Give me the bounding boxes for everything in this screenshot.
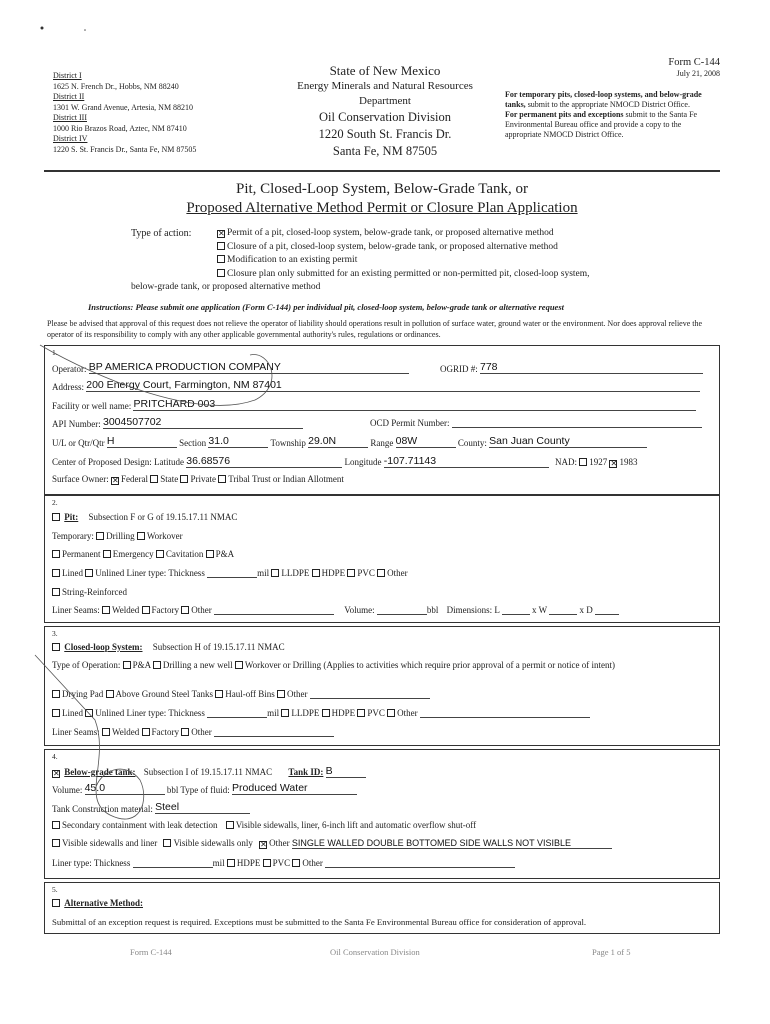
unlined-label: Unlined (95, 568, 125, 578)
lined-label: Lined (62, 568, 83, 578)
permanent-label: Permanent (62, 549, 101, 559)
other-label: Other (302, 858, 323, 868)
other-label: Other (191, 727, 212, 737)
section-4-number: 4. (52, 752, 58, 761)
dim-w-label: x W (532, 605, 547, 615)
liner-type-label: Liner type: Thickness (52, 858, 131, 868)
submit-note-1-bold: For temporary pits, closed-loop systems, and below-grade tanks, (505, 90, 702, 109)
agency-line-4: Oil Conservation Division (319, 110, 451, 124)
longitude-label: Longitude (344, 457, 382, 467)
api-field[interactable]: 3004507702 (103, 416, 303, 429)
township-label: Township (270, 438, 306, 448)
other-value-field[interactable]: SINGLE WALLED DOUBLE BOTTOMED SIDE WALLS NOT VISIBLE (292, 838, 612, 849)
below-grade-subsection: Subsection I of 19.15.17.11 NMAC (143, 767, 273, 777)
liner-type-label: Liner type: Thickness (126, 568, 205, 578)
agency-line-6: Santa Fe, NM 87505 (332, 144, 438, 158)
surface-federal-label: Federal (120, 474, 148, 484)
latitude-label: Center of Proposed Design: Latitude (52, 457, 184, 467)
ul-label: U/L or Qtr/Qtr (52, 438, 105, 448)
section-5-number: 5. (52, 885, 58, 894)
pvc-label: PVC (357, 568, 375, 578)
ogrid-field[interactable]: 778 (480, 361, 703, 374)
checkbox-checked-icon[interactable]: ✕ (610, 459, 618, 468)
title-line-1: Pit, Closed-Loop System, Below-Grade Tank, or (236, 181, 528, 197)
ogrid-label: OGRID #: (440, 364, 478, 374)
temporary-label: Temporary: (52, 531, 94, 541)
volume-label: Volume: (52, 785, 83, 795)
pa-label: P&A (132, 660, 151, 670)
section-field[interactable]: 31.0 (208, 435, 268, 448)
fluid-type-label: bbl Type of fluid: (166, 785, 230, 795)
district-2-address: 1301 W. Grand Avenue, Artesia, NM 88210 (53, 102, 194, 112)
factory-label: Factory (151, 727, 180, 737)
closed-loop-label: Closed-loop System: (64, 642, 143, 652)
nad-1927-label: 1927 (589, 457, 608, 467)
welded-label: Welded (112, 605, 140, 615)
string-reinforced-label: String-Reinforced (62, 587, 127, 597)
surface-owner-label: Surface Owner: (52, 474, 109, 484)
checkbox-checked-icon[interactable]: ✕ (218, 229, 225, 238)
volume-field[interactable]: 45.0 (85, 782, 165, 795)
unlined-label: Unlined (95, 708, 125, 718)
surface-tribal-label: Tribal Trust or Indian Allotment (228, 474, 344, 484)
dimensions-label: Dimensions: L (446, 605, 500, 615)
workover-label: Workover or Drilling (Applies to activities which require prior approval of a permit or notice of intent) (244, 660, 616, 670)
lined-label: Lined (62, 708, 83, 718)
section-3-number: 3. (52, 629, 58, 638)
district-1-name: District I (53, 71, 82, 80)
volume-label: Volume: (344, 605, 375, 615)
lldpe-label: LLDPE (291, 708, 320, 718)
other-label: Other (269, 838, 290, 848)
hdpe-label: HDPE (321, 568, 346, 578)
action-option-label: Closure plan only submitted for an existing permitted or non-permitted pit, closed-loop system, (227, 268, 590, 279)
type-operation-label: Type of Operation: (52, 660, 121, 670)
fluid-type-field[interactable]: Produced Water (232, 782, 357, 795)
workover-label: Workover (146, 531, 183, 541)
facility-field[interactable]: PRITCHARD 003 (133, 398, 696, 411)
secondary-containment-label: Secondary containment with leak detection (62, 820, 218, 830)
factory-label: Factory (151, 605, 180, 615)
longitude-field[interactable]: -107.71143 (384, 455, 549, 468)
district-4-name: District IV (53, 134, 88, 143)
latitude-field[interactable]: 36.68576 (186, 455, 342, 468)
welded-label: Welded (112, 727, 140, 737)
drill-new-label: Drilling a new well (162, 660, 233, 670)
pvc-label: PVC (272, 858, 291, 868)
material-label: Tank Construction material: (52, 804, 153, 814)
district-2-name: District II (53, 92, 85, 101)
agency-line-2: Energy Minerals and Natural Resources (297, 80, 473, 92)
action-option-label: Modification to an existing permit (227, 255, 358, 265)
footer-form: Form C-144 (130, 947, 172, 957)
district-1-address: 1625 N. French Dr., Hobbs, NM 88240 (53, 81, 179, 91)
action-option-label: Permit of a pit, closed-loop system, below-grade tank, or proposed alternative method (227, 228, 554, 238)
submit-note-2-bold: For permanent pits and exceptions (505, 110, 624, 119)
checkbox-checked-icon[interactable]: ✕ (53, 769, 60, 778)
pit-label: Pit: (64, 512, 79, 522)
dim-d-label: x D (579, 605, 593, 615)
drying-pad-label: Drying Pad (62, 689, 104, 699)
agency-line-5: 1220 South St. Francis Dr. (318, 127, 452, 141)
checkbox-checked-icon[interactable]: ✕ (260, 840, 267, 849)
operator-field[interactable]: BP AMERICA PRODUCTION COMPANY (89, 361, 409, 374)
section-2-number: 2. (52, 498, 58, 507)
mil-label: mil (257, 568, 270, 578)
section-1-number: 1. (52, 348, 58, 357)
alternative-method-text: Submittal of an exception request is required. Exceptions must be submitted to the Santa Fe Environmental Bureau office for consideration of approval. (52, 917, 587, 927)
visible-liner-label: Visible sidewalls and liner (62, 838, 158, 848)
seams-label: Liner Seams: (52, 727, 100, 737)
agency-line-1: State of New Mexico (329, 63, 441, 78)
closed-loop-subsection: Subsection H of 19.15.17.11 NMAC (152, 642, 285, 652)
alternative-method-label: Alternative Method: (64, 898, 143, 908)
visible-only-label: Visible sidewalls only (173, 838, 253, 848)
address-field[interactable]: 200 Energy Court, Farmington, NM 87401 (86, 379, 700, 392)
operator-label: Operator: (52, 364, 87, 374)
seams-label: Liner Seams: (52, 605, 100, 615)
form-date: July 21, 2008 (676, 69, 720, 78)
facility-label: Facility or well name: (52, 401, 132, 411)
liner-type-label: Liner type: Thickness (126, 708, 205, 718)
form-number: Form C-144 (668, 57, 720, 68)
cavitation-label: Cavitation (165, 549, 204, 559)
district-3-address: 1000 Rio Brazos Road, Aztec, NM 87410 (53, 123, 187, 133)
mil-label: mil (212, 858, 225, 868)
lldpe-label: LLDPE (281, 568, 310, 578)
footer-page: Page 1 of 5 (592, 947, 631, 957)
emergency-label: Emergency (112, 549, 154, 559)
other-label: Other (287, 689, 308, 699)
district-3-name: District III (53, 113, 87, 122)
type-of-action-label: Type of action: (131, 228, 192, 239)
drilling-label: Drilling (106, 531, 135, 541)
tank-id-field[interactable]: B (326, 765, 366, 778)
footer-division: Oil Conservation Division (330, 947, 420, 957)
district-4-address: 1220 S. St. Francis Dr., Santa Fe, NM 87505 (53, 144, 197, 154)
submit-note-2: submit to the Santa Fe Environmental Bureau office and provide a copy to the appropriate NMOCD District Office. (505, 110, 698, 139)
township-field[interactable]: 29.0N (308, 435, 368, 448)
checkbox-checked-icon[interactable]: ✕ (111, 476, 119, 485)
action-option-label: Closure of a pit, closed-loop system, below-grade tank, or proposed alternative method (227, 241, 558, 252)
haul-off-label: Haul-off Bins (225, 689, 275, 699)
advisory-text: Please be advised that approval of this request does not relieve the operator of liability should operations result in pollution of surface water, ground water or the environment. Nor does approval relieve the operator of its responsibility to comply with any other applicable governmental authority's rules, regulations or ordinances. (47, 319, 703, 339)
nad-label: NAD: (554, 457, 577, 467)
bbl-label: bbl (426, 605, 439, 615)
instructions: Instructions: Please submit one application (Form C-144) per individual pit, closed-loop system, below-grade tank or alternative request (88, 302, 565, 312)
hdpe-label: HDPE (331, 708, 356, 718)
range-label: Range (370, 438, 394, 448)
hdpe-label: HDPE (236, 858, 261, 868)
pvc-label: PVC (367, 708, 385, 718)
other-label: Other (387, 568, 408, 578)
below-grade-label: Below-grade tank: (64, 767, 136, 777)
address-label: Address: (52, 382, 84, 392)
county-label: County: (457, 438, 487, 448)
action-continuation: below-grade tank, or proposed alternative method (131, 282, 321, 292)
above-ground-label: Above Ground Steel Tanks (115, 689, 213, 699)
other-label: Other (191, 605, 212, 615)
surface-state-label: State (160, 474, 179, 484)
section-label: Section (179, 438, 207, 448)
pit-subsection: Subsection F or G of 19.15.17.11 NMAC (88, 512, 238, 522)
visible-sidewalls-label: Visible sidewalls, liner, 6-inch lift and automatic overflow shut-off (235, 820, 477, 830)
submit-note-1: submit to the appropriate NMOCD District Office. (527, 100, 690, 109)
agency-line-3: Department (359, 95, 411, 107)
other-label: Other (397, 708, 418, 718)
material-field[interactable]: Steel (155, 801, 250, 814)
ocd-permit-label: OCD Permit Number: (370, 418, 450, 428)
county-field[interactable]: San Juan County (489, 435, 647, 448)
api-label: API Number: (52, 419, 101, 429)
tank-id-label: Tank ID: (288, 767, 324, 777)
title-line-2: Proposed Alternative Method Permit or Closure Plan Application (186, 200, 578, 216)
nad-1983-label: 1983 (619, 457, 638, 467)
surface-private-label: Private (190, 474, 216, 484)
range-field[interactable]: 08W (396, 435, 456, 448)
pa-label: P&A (215, 549, 235, 559)
mil-label: mil (267, 708, 280, 718)
ul-field[interactable]: H (107, 435, 177, 448)
